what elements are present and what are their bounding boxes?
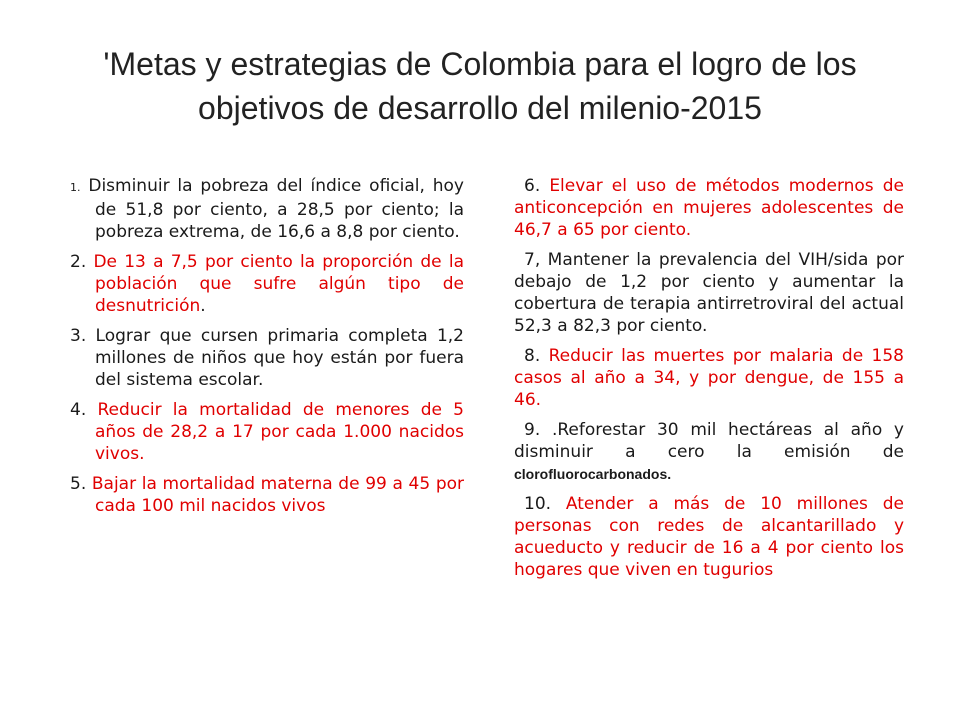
goal-number: 4.: [70, 400, 87, 420]
goal-item-7: [510, 249, 904, 337]
goal-text: Atender a más de 10 millones de personas con redes de alcantarillado y acueducto y reducir de 16 a 4 por ciento los hogares que viven en tugurios: [514, 494, 904, 580]
goal-number: 9.: [524, 420, 541, 440]
goal-item-8: [510, 345, 904, 411]
goal-item-2: [70, 251, 464, 317]
goal-item-3: [70, 325, 464, 391]
goal-text: .Reforestar 30 mil hectáreas al año y disminuir a cero la emisión de: [514, 420, 904, 462]
goal-item-5: [70, 473, 464, 517]
goal-item-6: [510, 175, 904, 241]
goal-chemical-term: clorofluorocarbonados: [514, 466, 668, 482]
goal-number: 10.: [524, 494, 552, 514]
goal-number: 5.: [70, 474, 87, 494]
goal-item-4: [70, 399, 464, 465]
slide-title: 'Metas y estrategias de Colombia para el logro de los objetivos de desarrollo del milenio-2015: [103, 46, 857, 126]
goal-number: 8.: [524, 346, 541, 366]
goal-text: Mantener la prevalencia del VIH/sida por debajo de 1,2 por ciento y aumentar la cobertura de terapia antirretroviral del actual 52,3 a 82,3 por ciento.: [514, 250, 904, 336]
goal-number: 1.: [70, 181, 81, 194]
goal-text: Reducir las muertes por malaria de 158 casos al año a 34, y por dengue, de 155 a 46.: [514, 346, 904, 410]
goal-text: Lograr que cursen primaria completa 1,2 millones de niños que hoy están por fuera del sistema escolar.: [86, 326, 464, 390]
goal-item-9: [510, 419, 904, 485]
goal-text-end: .: [200, 296, 206, 316]
goal-number: 7,: [524, 250, 541, 270]
goal-item-10: [510, 493, 904, 581]
goal-number: 3.: [70, 326, 87, 346]
goal-number: 6.: [524, 176, 541, 196]
goal-text: Bajar la mortalidad materna de 99 a 45 por cada 100 mil nacidos vivos: [86, 474, 464, 516]
goal-text-end: .: [667, 466, 672, 482]
goal-text: Disminuir la pobreza del índice oficial, hoy de 51,8 por ciento, a 28,5 por ciento; la pobreza extrema, de 16,6 a 8,8 por ciento.: [80, 176, 464, 242]
goals-left-column: [70, 175, 464, 525]
goal-number: 2.: [70, 252, 87, 272]
goals-right-column: [510, 175, 904, 589]
goal-text: Elevar el uso de métodos modernos de anticoncepción en mujeres adolescentes de 46,7 a 65 por ciento.: [514, 176, 904, 240]
goal-text: De 13 a 7,5 por ciento la proporción de la población que sufre algún tipo de desnutrición: [86, 252, 464, 316]
goal-item-1: [70, 175, 464, 243]
goal-text: Reducir la mortalidad de menores de 5 años de 28,2 a 17 por cada 1.000 nacidos vivos.: [86, 400, 464, 464]
